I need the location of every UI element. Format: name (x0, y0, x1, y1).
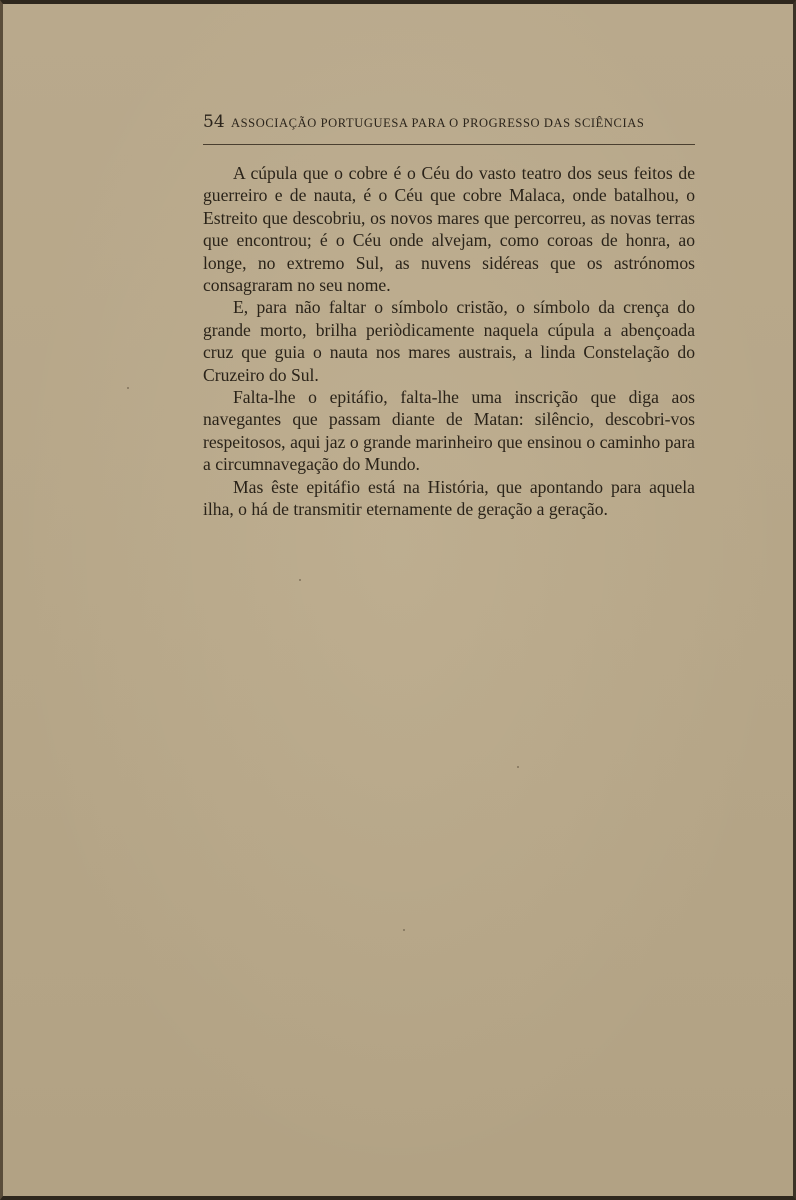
paper-speck (403, 929, 405, 931)
paper-speck (517, 766, 519, 768)
paper-speck (299, 579, 301, 581)
paper-speck (127, 387, 129, 389)
body-text (203, 162, 695, 521)
header-rule (203, 144, 695, 145)
page-header (203, 112, 695, 142)
running-head: ASSOCIAÇÃO PORTUGUESA PARA O PROGRESSO DAS SCIÊNCIAS (231, 116, 645, 130)
paragraph: E, para não faltar o símbolo cristão, o símbolo da crença do grande morto, brilha periòdicamente naquela cúpula a abençoada cruz que guia o nauta nos mares austrais, a linda Constelação do Cruzeiro do Sul. (203, 297, 695, 385)
paragraph: Falta-lhe o epitáfio, falta-lhe uma inscrição que diga aos navegantes que passam diante de Matan: silêncio, descobri-vos respeitosos, aqui jaz o grande marinheiro que ensinou o caminho para a circumnavegação do Mundo. (203, 387, 695, 475)
paragraph: A cúpula que o cobre é o Céu do vasto teatro dos seus feitos de guerreiro e de nauta, é o Céu que cobre Malaca, onde batalhou, o Estreito que descobriu, os novos mares que percorreu, as novas terras que encontrou; é o Céu onde alvejam, como coroas de honra, ao longe, no extremo Sul, as nuvens sidéreas que os astrónomos consagraram no seu nome. (203, 163, 695, 296)
page-number: 54 (203, 112, 225, 132)
paragraph: Mas êste epitáfio está na História, que apontando para aquela ilha, o há de transmitir eternamente de geração a geração. (203, 476, 695, 520)
